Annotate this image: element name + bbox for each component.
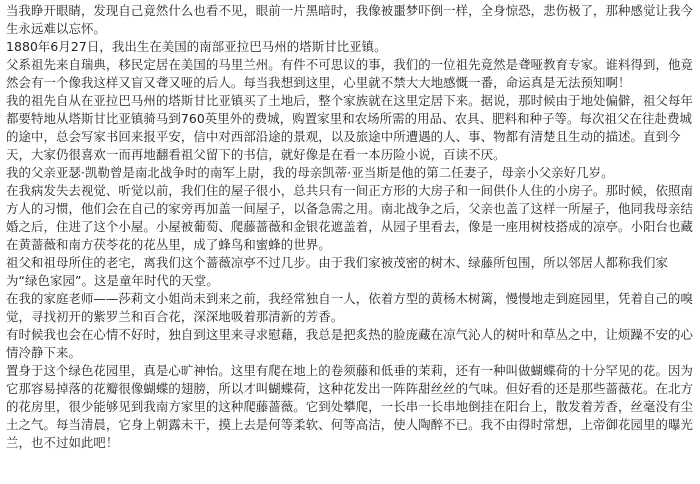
paragraph: 在我的家庭老师——莎莉文小姐尚未到来之前，我经常独自一人，依着方型的黄杨木树篱，慢慢地走到庭园里，凭着自己的嗅觉，寻找初开的紫罗兰和百合花，深深地吸着那清新的芳香。 — [6, 291, 693, 324]
paragraph: 当我睁开眼睛，发现自己竟然什么也看不见，眼前一片黑暗时，我像被噩梦吓倒一样，全身惊恐，悲伤极了，那种感觉让我今生永远难以忘怀。 — [6, 3, 693, 36]
paragraph: 置身于这个绿色花园里，真是心旷神怡。这里有爬在地上的卷须藤和低垂的茉莉，还有一种叫做蝴蝶荷的十分罕见的花。因为它那容易掉落的花瓣很像蝴蝶的翅膀，所以才叫蝴蝶荷，这种花发出一阵阵甜丝丝的气味。但好看的还是那些蔷薇花。在北方的花房里，很少能够见到我南方家里的这种爬藤蔷薇。它到处攀爬，一长串一长串地倒挂在阳台上，散发着芳香，丝毫没有尘土之气。每当清晨，它身上朝露未干，摸上去是何等柔软、何等高洁，使人陶醉不已。我不由得时常想，上帝御花园里的曝光兰，也不过如此吧！ — [6, 363, 693, 450]
paragraph: 有时候我也会在心情不好时，独自到这里来寻求慰藉，我总是把炙热的脸庞藏在凉气沁人的树叶和草丛之中，让烦躁不安的心情冷静下来。 — [6, 327, 693, 360]
paragraph: 祖父和祖母所住的老宅，离我们这个蔷薇凉亭不过几步。由于我们家被茂密的树木、绿藤所包围，所以邻居人都称我们家为“绿色家园”。这是童年时代的天堂。 — [6, 255, 669, 288]
paragraph: 1880年6月27日，我出生在美国的南部亚拉巴马州的塔斯甘比亚镇。 — [6, 39, 387, 54]
paragraph: 父系祖先来自瑞典，移民定居在美国的马里兰州。有件不可思议的事，我们的一位祖先竟然是聋哑教育专家。谁料得到，他竟然会有一个像我这样又盲又聋又哑的后人。每当我想到这里，心里就不禁大大地感慨一番，命运真是无法预知啊！ — [6, 57, 693, 90]
paragraph: 在我病发失去视觉、听觉以前，我们住的屋子很小，总共只有一间正方形的大房子和一间供仆人住的小房子。那时候，依照南方人的习惯，他们会在自己的家旁再加盖一间屋子，以备急需之用。南北战争之后，父亲也盖了这样一所屋子，他同我母亲结婚之后，住进了这个小屋。小屋被葡萄、爬藤蔷薇和金银花遮盖着，从园子里看去，像是一座用树枝搭成的凉亭。小阳台也藏在黄蔷薇和南方茯苓花的花丛里，成了蜂鸟和蜜蜂的世界。 — [6, 183, 693, 252]
paragraph: 我的父亲亚瑟·凯勒曾是南北战争时的南军上尉，我的母亲凯蒂·亚当斯是他的第二任妻子，母亲小父亲好几岁。 — [6, 165, 614, 180]
paragraph: 我的祖先自从在亚拉巴马州的塔斯甘比亚镇买了土地后，整个家族就在这里定居下来。据说，那时候由于地处偏僻，祖父每年都要特地从塔斯甘比亚镇骑马到760英里外的费城，购置家里和农场所需的用品、农具、肥料和种子等。每次祖父在往赴费城的途中，总会写家书回来报平安，信中对西部沿途的景观，以及旅途中所遭遇的人、事、物都有清楚且生动的描述。直到今天，大家仍很喜欢一而再地翻看祖父留下的书信，就好像是在看一本历险小说，百读不厌。 — [6, 93, 693, 162]
